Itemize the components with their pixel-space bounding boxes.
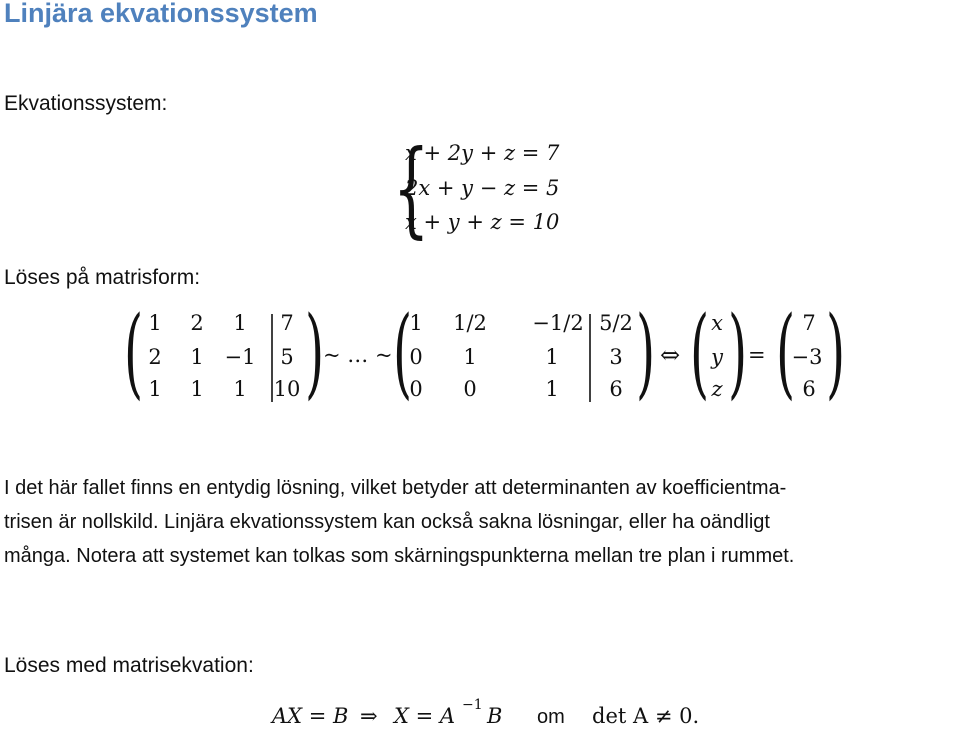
matrix-form-label: Löses på matrisform: bbox=[4, 266, 201, 289]
matrix-cell: 1 bbox=[233, 311, 247, 335]
left-brace: { bbox=[393, 127, 430, 249]
matrix-cell: 1 bbox=[545, 345, 559, 369]
matrix-cell: 1 bbox=[148, 377, 162, 401]
matrix-cell: 1 bbox=[148, 311, 162, 335]
equation-row: x + y + z = 10 bbox=[405, 210, 560, 234]
equation-row: 2x + y − z = 5 bbox=[405, 176, 560, 200]
page-title: Linjära ekvationssystem bbox=[4, 0, 318, 28]
matrix-cell: 7 bbox=[280, 311, 294, 335]
matrix-cell: −1 bbox=[224, 345, 256, 369]
right-paren: ) bbox=[728, 296, 748, 410]
equation-lhs: AX = B bbox=[272, 704, 349, 728]
paragraph-line: många. Notera att systemet kan tolkas som skärningspunkterna mellan tre plan i rummet. bbox=[4, 545, 795, 567]
paragraph-line: I det här fallet finns en entydig lösning, vilket betyder att determinanten av koefficientma- bbox=[4, 477, 787, 499]
condition-word: om bbox=[537, 706, 565, 728]
equation-rhs: X = A bbox=[394, 704, 456, 728]
inverse-exponent: −1 bbox=[462, 697, 483, 713]
matrix-cell: 1/2 bbox=[453, 311, 487, 335]
matrix-cell: 5/2 bbox=[599, 311, 633, 335]
equals-sign: = bbox=[748, 343, 766, 367]
system-label: Ekvationssystem: bbox=[4, 92, 168, 115]
unknown-x: x bbox=[711, 311, 723, 335]
matrix-equation-label: Löses med matrisekvation: bbox=[4, 654, 254, 677]
right-paren: ) bbox=[826, 296, 846, 410]
equivalence-arrow: ⇔ bbox=[660, 341, 681, 369]
left-paren: ( bbox=[690, 296, 710, 410]
matrix-cell: 1 bbox=[190, 345, 204, 369]
left-paren: ( bbox=[124, 296, 144, 410]
matrix-cell: 1 bbox=[409, 311, 423, 335]
unknown-y: y bbox=[711, 345, 723, 369]
matrix-cell: 2 bbox=[148, 345, 162, 369]
matrix-cell: 2 bbox=[190, 311, 204, 335]
matrix-cell: 1 bbox=[190, 377, 204, 401]
right-paren: ) bbox=[305, 296, 325, 410]
matrix-cell: 6 bbox=[609, 377, 623, 401]
matrix-cell: 0 bbox=[463, 377, 477, 401]
matrix-cell: 10 bbox=[273, 377, 301, 401]
unknown-z: z bbox=[711, 377, 723, 401]
equation-row: x + 2y + z = 7 bbox=[405, 141, 560, 165]
matrix-cell: 0 bbox=[409, 345, 423, 369]
matrix-cell: 1 bbox=[545, 377, 559, 401]
matrix-cell: −1/2 bbox=[532, 311, 584, 335]
matrix-cell: 1 bbox=[463, 345, 477, 369]
solution-value: 6 bbox=[802, 377, 816, 401]
solution-value: −3 bbox=[791, 345, 823, 369]
determinant-condition: det A ≠ 0. bbox=[592, 704, 700, 728]
right-paren: ) bbox=[636, 296, 656, 410]
left-paren: ( bbox=[393, 296, 413, 410]
matrix-cell: 1 bbox=[233, 377, 247, 401]
equation-rhs-tail: B bbox=[487, 704, 503, 728]
matrix-cell: 3 bbox=[609, 345, 623, 369]
left-paren: ( bbox=[776, 296, 796, 410]
row-equivalence-chain: ~ … ~ bbox=[323, 343, 393, 367]
paragraph-line: trisen är nollskild. Linjära ekvationssystem kan också sakna lösningar, eller ha oändligt bbox=[4, 511, 770, 533]
implies-arrow: ⇒ bbox=[360, 704, 378, 728]
matrix-cell: 0 bbox=[409, 377, 423, 401]
solution-value: 7 bbox=[802, 311, 816, 335]
matrix-cell: 5 bbox=[280, 345, 294, 369]
